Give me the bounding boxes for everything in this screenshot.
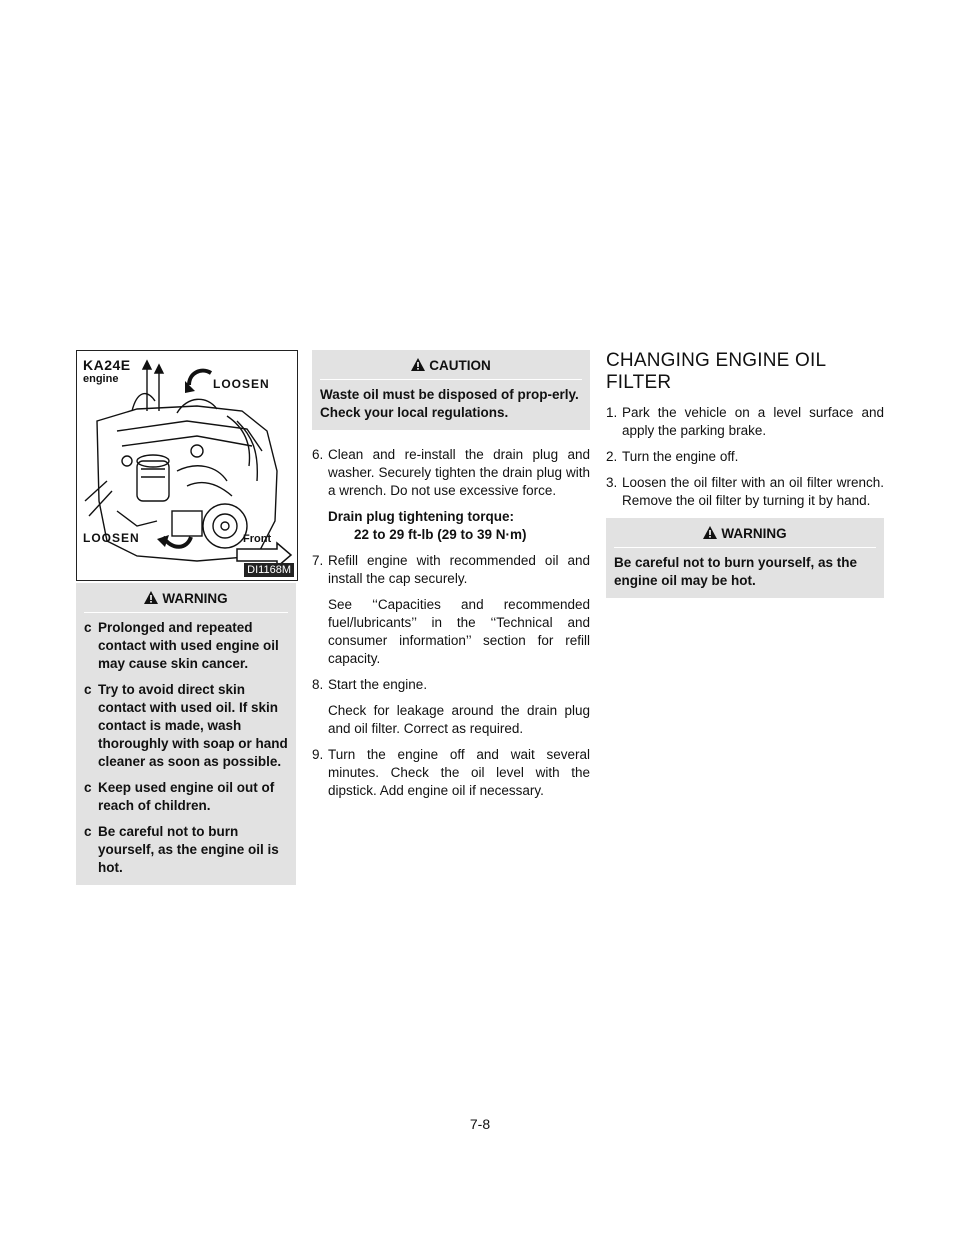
front-label: Front xyxy=(243,533,272,545)
figure-code: DI1168M xyxy=(244,563,294,577)
engine-diagram xyxy=(76,350,298,581)
column-left xyxy=(76,583,296,885)
oil-change-steps xyxy=(312,446,590,800)
torque-spec: Drain plug tightening torque: 22 to 29 ft-lb (29 to 39 N·m) xyxy=(328,509,527,542)
warning-triangle-icon xyxy=(144,591,158,604)
warning-list xyxy=(84,612,288,877)
step-7: 7. Refill engine with recommended oil and install the cap securely. See ‘‘Capacities and recommended fuel/lubricants’’ in the ‘‘Technical and consumer information’’ section for refill capacity. xyxy=(312,553,590,666)
warning-heading-2: WARNING xyxy=(614,524,876,547)
caution-box xyxy=(312,350,590,430)
step-8: 8. Start the engine. Check for leakage around the drain plug and oil filter. Correct as required. xyxy=(312,677,590,736)
warning-box xyxy=(76,583,296,885)
loosen-label-top: LOOSEN xyxy=(213,377,270,391)
column-middle xyxy=(312,350,590,808)
warning-triangle-icon xyxy=(703,526,717,539)
bullet-icon: c xyxy=(84,682,92,697)
warning-item: c Keep used engine oil out of reach of children. xyxy=(84,780,275,813)
caution-heading: CAUTION xyxy=(320,356,582,379)
warning-text-2: Be careful not to burn yourself, as the engine oil may be hot. xyxy=(614,547,876,590)
warning-box-2 xyxy=(606,518,884,598)
step-9: 9. Turn the engine off and wait several minutes. Check the oil level with the dipstick. Add engine oil if necessary. xyxy=(312,747,590,798)
filter-step-2: 2. Turn the engine off. xyxy=(606,449,739,464)
warning-heading: WARNING xyxy=(84,589,288,612)
warning-item: c Try to avoid direct skin contact with used oil. If skin contact is made, wash thoroughly with soap or hand cleaner as soon as possible. xyxy=(84,682,288,769)
column-right xyxy=(606,350,884,598)
page-number: 7-8 xyxy=(469,1116,491,1132)
engine-model-label: KA24E xyxy=(83,357,131,373)
loosen-label-bottom: LOOSEN xyxy=(83,531,140,545)
bullet-icon: c xyxy=(84,780,92,795)
bullet-icon: c xyxy=(84,824,92,839)
warning-item: c Be careful not to burn yourself, as the engine oil is hot. xyxy=(84,824,279,875)
section-title: CHANGING ENGINE OIL FILTER xyxy=(606,350,826,393)
bullet-icon: c xyxy=(84,620,92,635)
step-6: 6. Clean and re-install the drain plug and washer. Securely tighten the drain plug with a wrench. Do not use excessive force. Drain plug tightening torque: 22 to 29 ft-lb (29 to 39 N·m) xyxy=(312,447,590,542)
engine-sub-label: engine xyxy=(83,373,119,385)
filter-steps xyxy=(606,404,884,510)
filter-step-3: 3. Loosen the oil filter with an oil filter wrench. Remove the oil filter by turning it by hand. xyxy=(606,475,884,508)
warning-triangle-icon xyxy=(411,358,425,371)
warning-item: c Prolonged and repeated contact with used engine oil may cause skin cancer. xyxy=(84,620,279,671)
caution-text: Waste oil must be disposed of prop-erly. Check your local regulations. xyxy=(320,379,582,422)
filter-step-1: 1. Park the vehicle on a level surface and apply the parking brake. xyxy=(606,405,884,438)
